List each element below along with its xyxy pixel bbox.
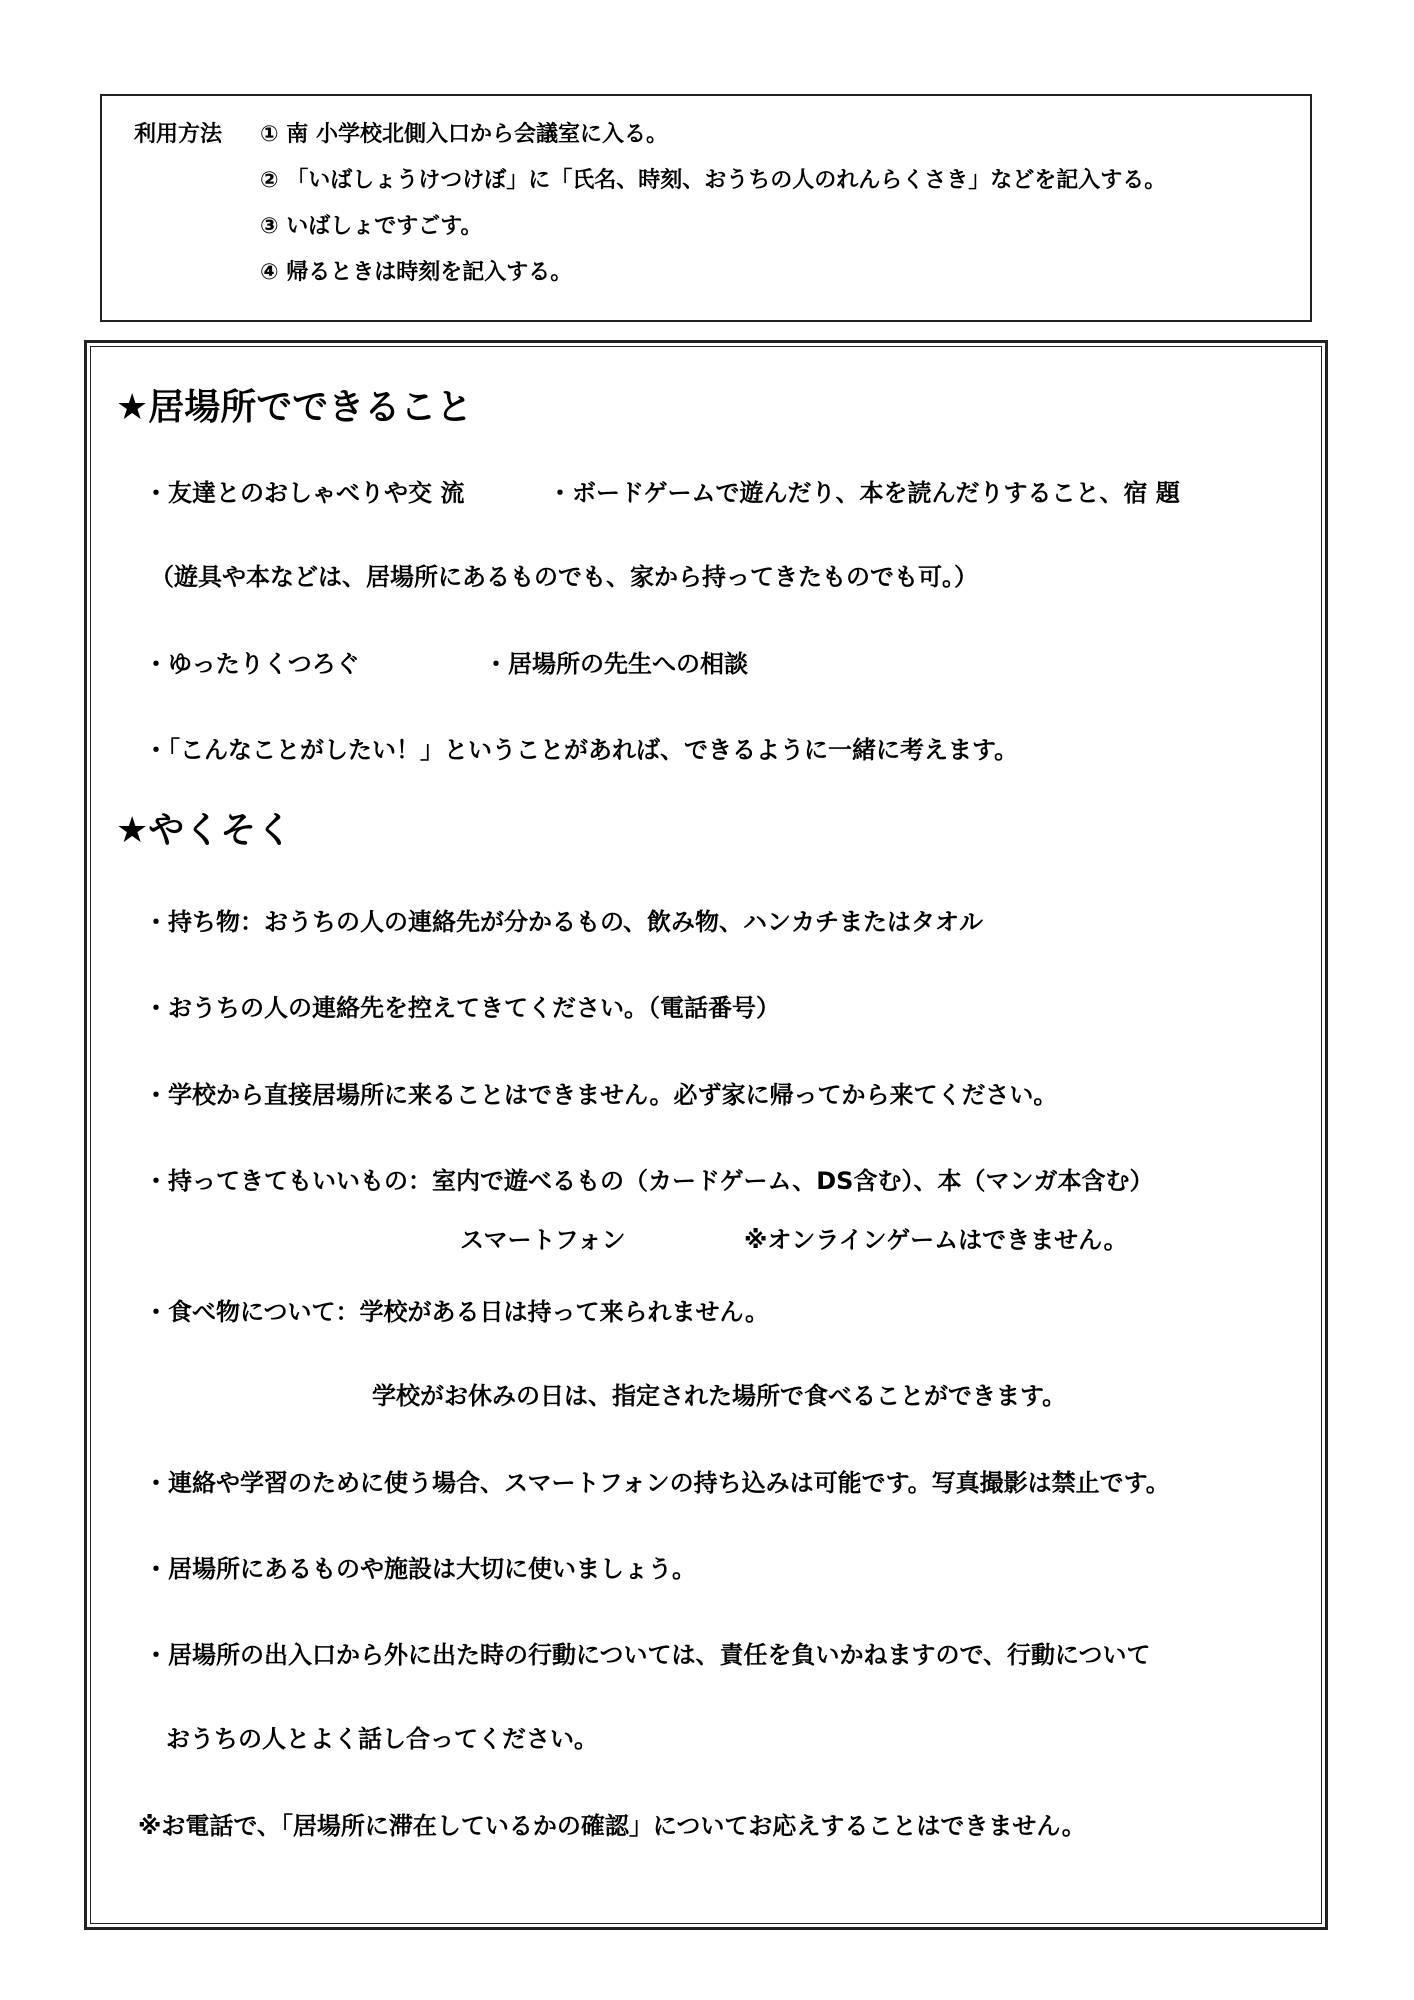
section-heading-rules: ★やくそく <box>116 810 293 851</box>
rule-no-online-games: ※オンラインゲームはできません。 <box>744 1226 1128 1254</box>
rule-responsibility: ・居場所の出入口から外に出た時の行動については、責任を負いかねますので、行動について <box>144 1641 1151 1669</box>
usage-step-3: ③ いばしょですごす。 <box>260 214 483 239</box>
rule-responsibility-cont: おうちの人とよく話し合ってください。 <box>166 1725 598 1753</box>
usage-step-1: ① 南 小学校北側入口から会議室に入る。 <box>260 122 668 147</box>
activity-note: （遊具や本などは、居場所にあるものでも、家から持ってきたものでも可。） <box>150 563 978 591</box>
activity-relax: ・ゆったりくつろぐ <box>144 650 360 678</box>
section-heading-activities: ★居場所でできること <box>116 387 473 428</box>
rule-food-holiday: 学校がお休みの日は、指定された場所で食べることができます。 <box>372 1382 1067 1410</box>
rule-smartphone: スマートフォン <box>460 1226 626 1254</box>
activity-chat: ・友達とのおしゃべりや交 流 <box>144 479 465 507</box>
rule-belongings: ・持ち物：おうちの人の連絡先が分かるもの、飲み物、ハンカチまたはタオル <box>144 908 984 936</box>
activity-requests: ・「こんなことがしたい！」ということがあれば、できるように一緒に考えます。 <box>144 736 1019 764</box>
activity-games: ・ボードゲームで遊んだり、本を読んだりすること、宿 題 <box>548 479 1180 507</box>
usage-step-2: ② 「いばしょうけつけぼ」に「氏名、時刻、おうちの人のれんらくさき」などを記入する。 <box>260 168 1167 193</box>
rule-facilities: ・居場所にあるものや施設は大切に使いましょう。 <box>144 1555 696 1583</box>
usage-label: 利用方法 <box>134 122 223 147</box>
rule-food: ・食べ物について：学校がある日は持って来られません。 <box>144 1298 769 1326</box>
rule-allowed-items: ・持ってきてもいいもの：室内で遊べるもの（カードゲーム、DS含む）、本（マンガ本含む） <box>144 1167 1154 1195</box>
activity-consult: ・居場所の先生への相談 <box>484 650 748 678</box>
rule-go-home-first: ・学校から直接居場所に来ることはできません。必ず家に帰ってから来てください。 <box>144 1081 1058 1109</box>
rule-contact: ・おうちの人の連絡先を控えてきてください。（電話番号） <box>144 994 780 1022</box>
phone-note: ※お電話で、「居場所に滞在しているかの確認」についてお応えすることはできません。 <box>138 1812 1086 1840</box>
usage-step-4: ④ 帰るときは時刻を記入する。 <box>260 260 573 285</box>
rule-smartphone-use: ・連絡や学習のために使う場合、スマートフォンの持ち込みは可能です。写真撮影は禁止です。 <box>144 1469 1170 1497</box>
